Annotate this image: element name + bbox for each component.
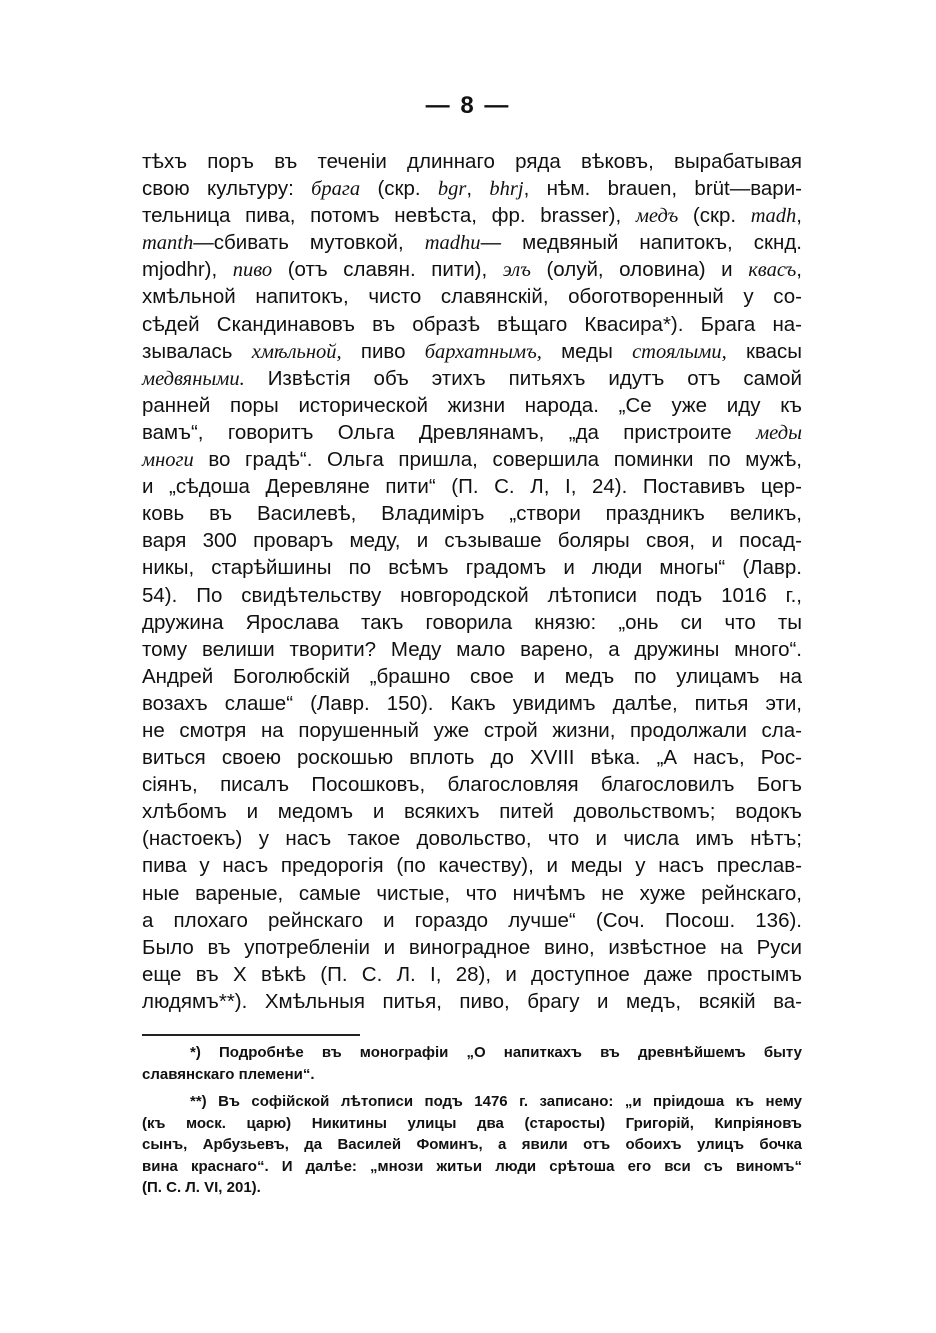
body-text [142, 148, 802, 1015]
body-line: 54). По свидѣтельству новгородской лѣтописи подъ 1016 г., [142, 583, 802, 607]
body-line: тельница пива, потомъ невѣста, фр. brasser), медъ (скр. madh, [142, 204, 802, 228]
body-line: свою культуру: брага (скр. bgr, bhrj, нѣм. brauen, brüt—вари- [142, 177, 802, 201]
body-line: (настоекъ) у насъ такое довольство, что и числа имъ нѣтъ; [142, 827, 802, 851]
body-line: и „сѣдоша Деревляне пити“ (П. С. Л, I, 24). Поставивъ цер- [142, 475, 802, 499]
body-line: mjodhr), пиво (отъ славян. пити), элъ (олуй, оловина) и квасъ, [142, 258, 802, 282]
footnote-1 [142, 1042, 802, 1085]
body-line: ковь въ Василевѣ, Владиміръ „створи праздникъ великъ, [142, 502, 802, 526]
footnote-2 [142, 1091, 802, 1199]
body-line: медвяными. Извѣстія объ этихъ питьяхъ идутъ отъ самой [142, 366, 802, 390]
footnote-line: вина краснаго“. И далѣе: „мнози житьи люди срѣтоша его вси съ виномъ“ [142, 1157, 802, 1175]
footnotes [142, 1042, 802, 1199]
body-line: варя 300 проваръ меду, и съзываше боляры своя, и посад- [142, 529, 802, 553]
body-line: не смотря на порушенный уже строй жизни, продолжали сла- [142, 718, 802, 742]
body-line: Андрей Боголюбскій „брашно свое и медъ по улицамъ на [142, 664, 802, 688]
body-line: вамъ“, говоритъ Ольга Древлянамъ, „да пристроите меды [142, 420, 802, 444]
body-line: возахъ слаше“ (Лавр. 150). Какъ увидимъ далѣе, питья эти, [142, 691, 802, 715]
body-line: людямъ**). Хмѣльныя питья, пиво, брагу и медъ, всякій ва- [142, 989, 802, 1013]
footnote-line: (П. С. Л. VI, 201). [142, 1179, 261, 1196]
body-line: дружина Ярослава такъ говорила князю: „онь си что ты [142, 610, 802, 634]
footnote-line: *) Подробнѣе въ монографіи „О напиткахъ въ древнѣйшемъ быту [190, 1044, 802, 1061]
body-line: никы, старѣйшины по всѣмъ градомъ и люди многы“ (Лавр. [142, 556, 802, 580]
page-number: — 8 — [425, 92, 511, 119]
body-line: ранней поры исторической жизни народа. „Се уже иду къ [142, 393, 802, 417]
body-line: тѣхъ поръ въ теченіи длиннаго ряда вѣковъ, вырабатывая [142, 150, 802, 173]
footnote-line: сынъ, Арбузьевъ, да Василей Фоминъ, а явили отъ обоихъ улицъ бочка [142, 1136, 802, 1153]
body-line: Было въ употребленіи и виноградное вино, извѣстное на Руси [142, 935, 802, 959]
body-line: ные вареные, самые чистые, что ничѣмъ не хуже рейнскаго, [142, 881, 802, 905]
body-line: еще въ X вѣкѣ (П. С. Л. I, 28), и доступное даже простымъ [142, 962, 802, 986]
body-line: тому велиши творити? Меду мало варено, а дружины много“. [142, 637, 802, 661]
body-line: хмѣльной напитокъ, чисто славянскій, обоготворенный у со- [142, 285, 802, 309]
footnote-line: (къ моск. царю) Никитины улицы два (старосты) Григорій, Кипріяновъ [142, 1114, 802, 1132]
body-line: зывалась хмѣльной, пиво бархатнымъ, меды стоялыми, квасы [142, 339, 802, 363]
body-line: хлѣбомъ и медомъ и всякихъ питей довольствомъ; водокъ [142, 800, 802, 824]
body-line: виться своею роскошью вплоть до XVIII вѣка. „А насъ, Рос- [142, 746, 802, 770]
body-line: manth—сбивать мутовкой, madhu— медвяный напитокъ, скнд. [142, 231, 802, 255]
footnote-divider [142, 1034, 360, 1036]
body-line: многи во градѣ“. Ольга пришла, совершила поминки по мужѣ, [142, 448, 802, 472]
footnote-line: **) Въ софійской лѣтописи подъ 1476 г. записано: „и пріидоша къ нему [190, 1093, 802, 1110]
body-line: пива у насъ предорогія (по качеству), и меды у насъ преслав- [142, 854, 802, 878]
footnote-line: славянскаго племени“. [142, 1065, 315, 1083]
body-line: сіянъ, писалъ Посошковъ, благословляя благословилъ Богъ [142, 773, 802, 797]
body-line: сѣдей Скандинавовъ въ образѣ вѣщаго Квасира*). Брага на- [142, 312, 802, 336]
body-line: а плохаго рейнскаго и гораздо лучше“ (Соч. Посош. 136). [142, 908, 802, 932]
